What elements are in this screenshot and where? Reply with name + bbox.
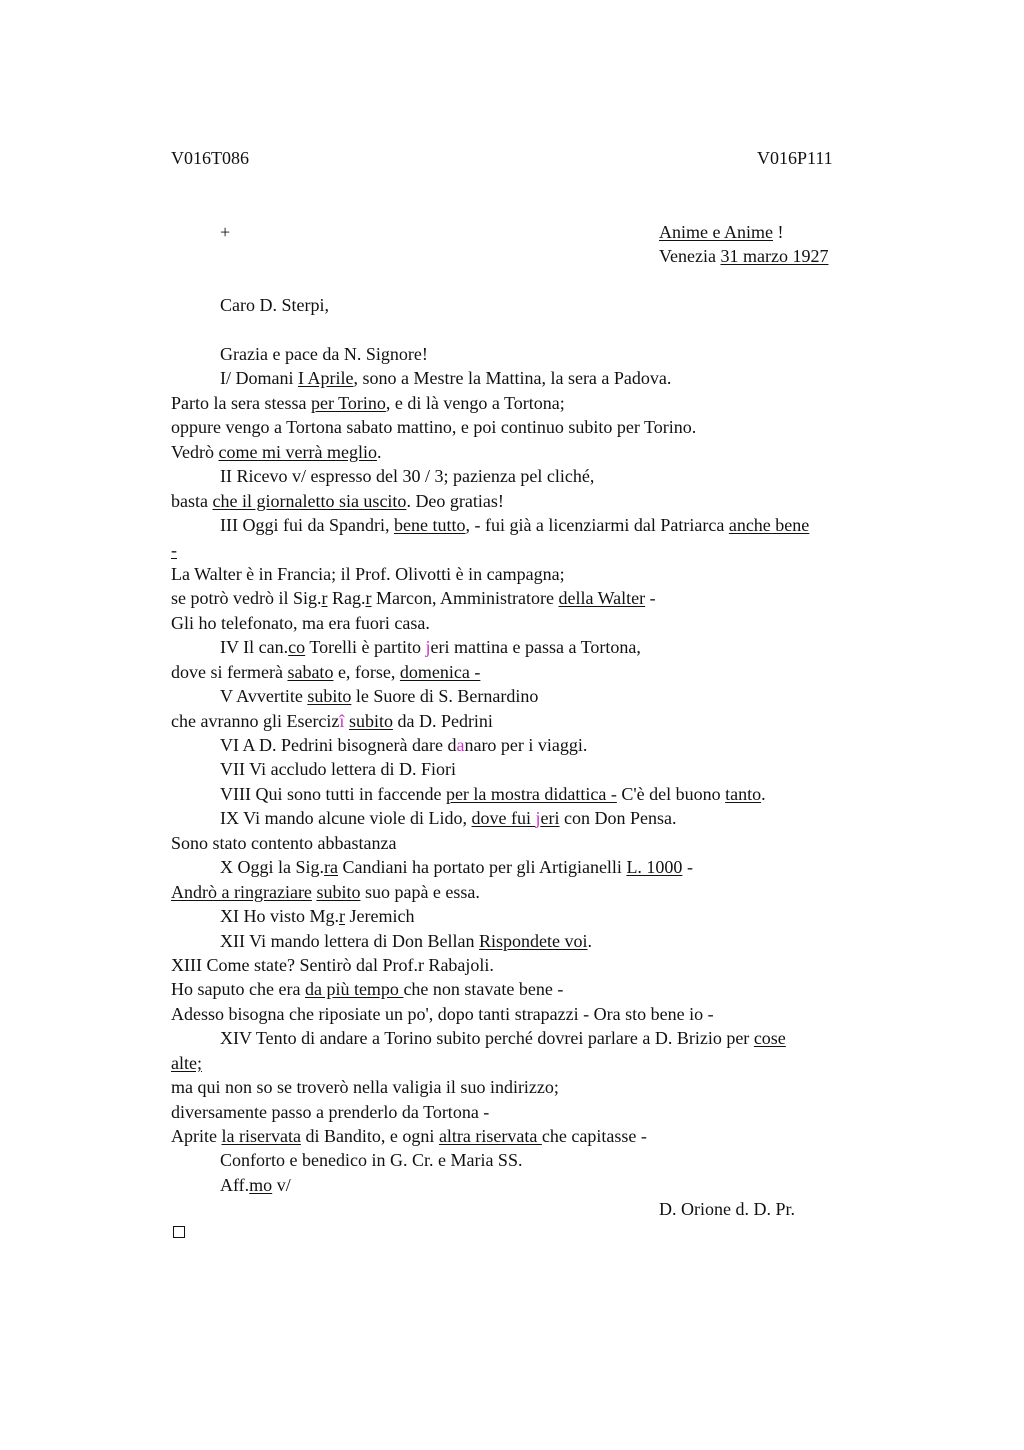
text-run: basta [171,490,213,511]
underlined-text: che il giornaletto sia uscito [212,490,407,511]
underlined-text: mo [249,1174,273,1195]
text-run: che non stavate bene - [403,979,564,1000]
text-run: Ho saputo che era [171,979,305,1000]
motto [659,220,783,244]
text-run: Candiani ha portato per gli Artigianelli [338,857,627,878]
text-run: Gli ho telefonato, ma era fuori casa. [171,612,430,633]
letter-line [171,1100,931,1124]
underlined-text: da più tempo [304,979,404,1000]
text-run: La Walter è in Francia; il Prof. Olivotti è in campagna; [171,563,565,584]
text-run: diversamente passo a prenderlo da Tortona - [171,1101,490,1122]
text-run: II Ricevo v/ espresso del 30 / 3; pazienza pel cliché, [220,466,595,487]
underlined-text: dove fui [471,808,536,829]
text-run: X Oggi la Sig. [220,857,325,878]
underlined-text: alte; [171,1052,202,1073]
underlined-text: la riservata [221,1126,301,1146]
text-run [171,711,344,731]
underlined-text: sabato [287,661,334,682]
letter-line [171,464,931,488]
underlined-text: subito [316,881,361,902]
text-run: XIII Come state? Sentirò dal Prof.r Rabajoli. [171,954,494,975]
letter-line [171,635,931,659]
letter-line [171,415,931,439]
letter-line [171,489,931,513]
text-run: Marcon, Amministratore [371,588,559,609]
text-run: suo papà e essa. [360,881,480,902]
text-run: le Suore di S. Bernardino [351,686,539,707]
letter-line [171,660,931,684]
underlined-text: ra [324,857,338,878]
letter-line [171,880,931,904]
text-run: I/ Domani [220,368,298,389]
letter-line [171,855,931,879]
motto-exclamation: ! [772,222,784,242]
text-run: v/ [272,1174,291,1195]
text-run: ma qui non so se troverò nella valigia il suo indirizzo; [171,1077,559,1098]
date: 31 marzo 1927 [720,246,829,266]
text-run: naro per i viaggi. [464,735,588,755]
underlined-text: domenica - [399,661,481,682]
letter-line [171,440,931,464]
underlined-text: r [339,906,346,927]
letter-line [171,1002,931,1026]
underlined-text: cose [753,1028,786,1049]
letter-body [171,342,931,1197]
letter-line [171,586,931,610]
letter-line [171,806,931,830]
letter-line [171,831,931,855]
underlined-text: j [535,808,541,829]
text-run: C'è del buono [616,783,726,804]
text-run: Conforto e benedico in G. Cr. e Maria SS. [220,1150,523,1171]
text-run: dove si fermerà [171,661,288,682]
underlined-text: - [171,539,177,560]
letter-line [171,1148,931,1172]
underlined-text: eri [540,808,560,829]
letter-line [171,391,931,415]
text-run: IX Vi mando alcune viole di Lido, [220,808,472,829]
underlined-text: come mi verrà meglio [218,441,377,462]
text-run: che capitasse - [541,1126,647,1146]
text-run: XII Vi mando lettera di Don Bellan [220,930,480,951]
cross-mark: + [220,222,231,242]
text-run: oppure vengo a Tortona sabato mattino, e poi continuo subito per Torino. [171,417,697,438]
underlined-text: r [365,588,372,609]
text-run: . Deo gratias! [406,490,504,511]
letter-line [171,611,931,635]
text-run: eri mattina e passa a Tortona, [430,637,641,658]
text-run: se potrò vedrò il Sig. [171,588,322,609]
text-run: Aprite [171,1126,222,1146]
signature: D. Orione d. D. Pr. [659,1199,795,1219]
letter-line [171,1075,931,1099]
underlined-text: co [288,637,306,658]
underlined-text: Andrò a ringraziare [171,881,312,902]
text-run: di Bandito, e ogni [300,1126,439,1146]
letter-line [171,977,931,1001]
letter-line [171,733,931,757]
letter-line [171,929,931,953]
highlighted-letter: a [456,735,465,755]
text-run: , - fui già a licenziarmi dal Patriarca [465,515,729,536]
text-run: VIII Qui sono tutti in faccende [220,783,446,804]
letter-line [171,709,931,733]
text-run: . [761,783,766,804]
text-run: e, forse, [333,661,400,682]
text-run: IV Il can. [220,637,289,658]
highlighted-letter: j [425,637,431,658]
underlined-text: altra riservata [438,1126,542,1146]
text-run: V Avvertite [220,686,308,707]
highlighted-letter: î [339,710,345,731]
document-code-right: V016P111 [757,148,833,168]
letter-line [171,513,931,537]
motto-underlined: Anime e Anime [659,222,773,242]
text-run: da D. Pedrini [392,710,493,731]
underlined-text: della Walter [558,588,646,609]
letter-line [171,1026,931,1050]
text-run: VII Vi accludo lettera di D. Fiori [220,759,457,780]
text-run: Rag. [327,588,366,609]
letter-line [171,904,931,928]
underlined-text: bene tutto [393,515,466,536]
text-run: . [376,441,382,462]
place-date [659,244,828,268]
text-run: che avranno gli Eserciz [171,710,340,731]
text-run: . [587,930,593,951]
underlined-text: tanto [725,783,762,804]
text-run: III Oggi fui da Spandri, [220,515,394,536]
underlined-text: per la mostra didattica - [445,783,617,804]
text-run: Adesso bisogna che riposiate un po', dopo tanti strapazzi - Ora sto bene io - [171,1003,714,1024]
text-run: VI A D. Pedrini bisognerà dare d [220,735,457,755]
text-run: - [682,857,693,878]
text-run: Sono stato contento abbastanza [171,832,397,853]
text-run: Vedrò [171,441,219,462]
text-run: , sono a Mestre la Mattina, la sera a Padova. [353,368,672,389]
text-run: - [645,588,656,609]
letter-line [171,1051,931,1075]
underlined-text: Rispondete voi [479,930,588,951]
text-run: Torelli è partito [305,637,426,658]
text-run: Grazia e pace da N. Signore! [220,344,428,364]
text-run: XIV Tento di andare a Torino subito perché dovrei parlare a D. Brizio per [220,1028,754,1049]
underlined-text: anche bene [728,515,810,536]
letter-line [171,953,931,977]
letter-line [171,342,931,366]
text-run: XI Ho visto Mg. [220,906,340,927]
text-run: Jeremich [345,906,415,927]
text-run: con Don Pensa. [559,808,677,829]
salutation: Caro D. Sterpi, [220,295,329,315]
letter-line [171,1173,931,1197]
underlined-text: L. 1000 [626,857,683,878]
text-run: Parto la sera stessa [171,392,311,413]
document-code-left: V016T086 [171,148,249,168]
letter-line [171,1124,931,1148]
underlined-text: subito [307,686,352,707]
underlined-text: subito [348,710,393,731]
underlined-text: I Aprile [298,368,354,389]
text-run: Aff. [220,1174,250,1195]
underlined-text: r [321,588,328,609]
letter-line [171,366,931,390]
letter-line [171,562,931,586]
letter-line [171,782,931,806]
underlined-text: per Torino [310,392,386,413]
place: Venezia [659,246,721,266]
letter-line [171,684,931,708]
text-run: , e di là vengo a Tortona; [385,392,565,413]
empty-checkbox-icon [173,1226,185,1238]
letter-line [171,757,931,781]
letter-line [171,538,931,562]
